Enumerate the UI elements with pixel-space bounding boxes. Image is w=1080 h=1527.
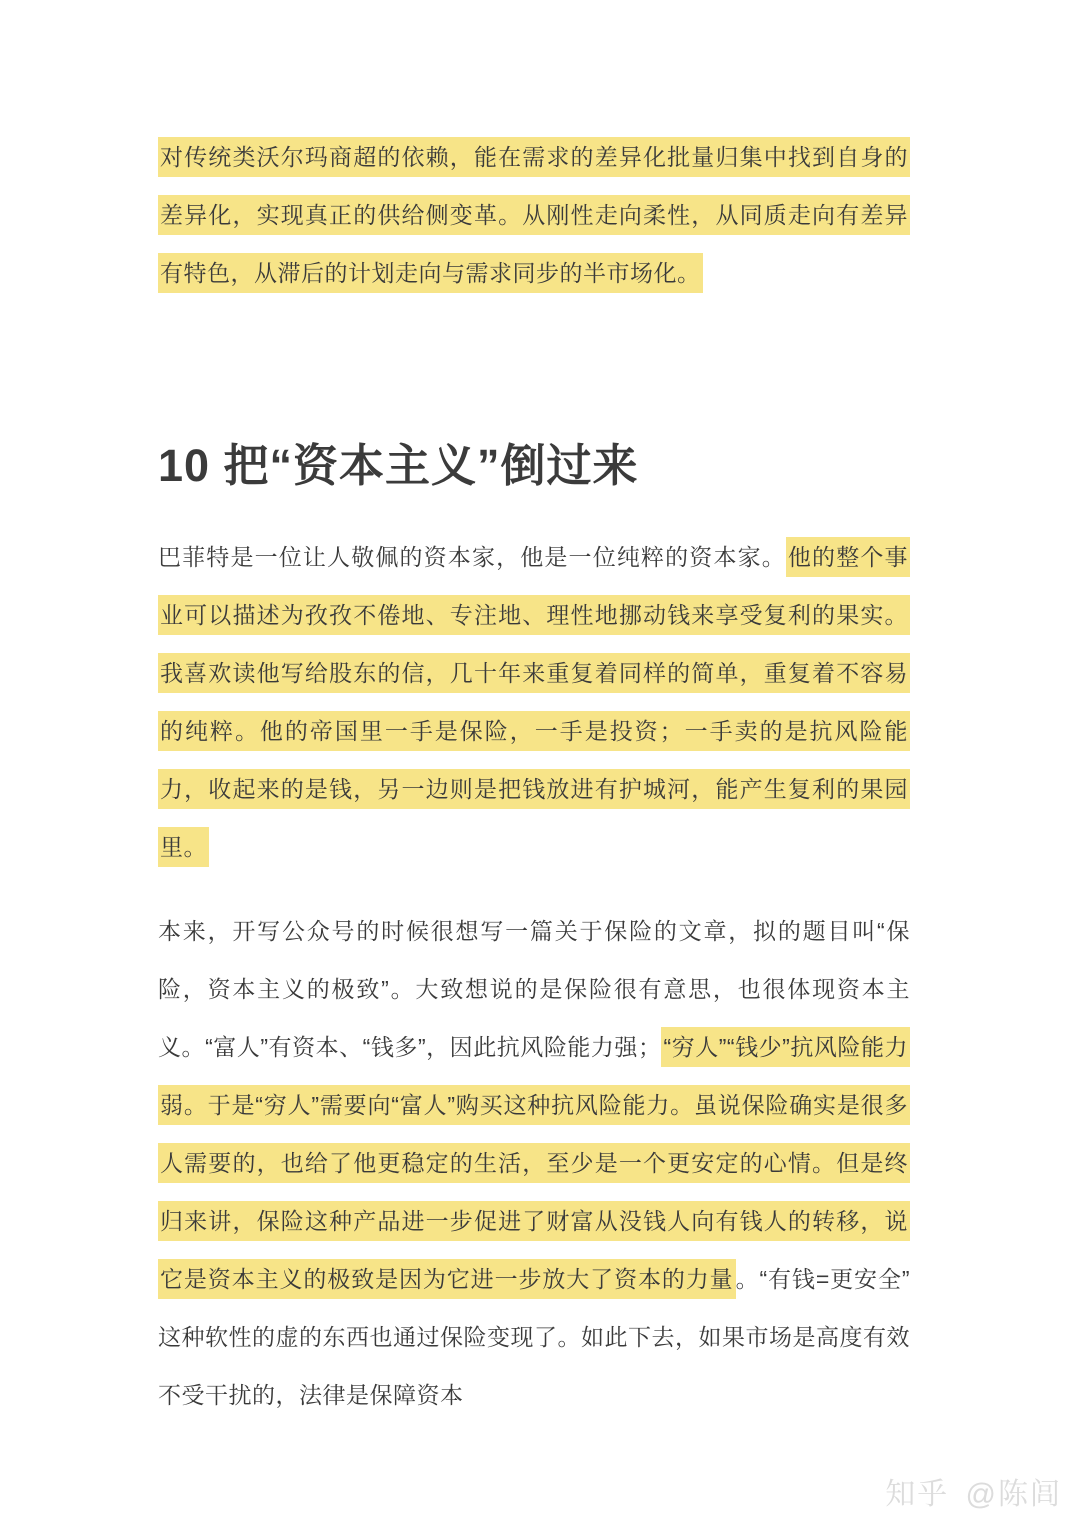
plain-text: 本来，开写公众号的时候很想写一篇关于保险的文章，拟的题目叫“保险，资本主义的极致”。大致想说的是保险很有意思，也很体现资本主义。“富人”有资本、“钱多”，因此抗风险能力强； bbox=[158, 917, 910, 1060]
watermark bbox=[879, 1469, 1062, 1513]
chapter-heading: 10 把“资本主义”倒过来 bbox=[158, 440, 639, 491]
insurance-paragraph bbox=[158, 902, 910, 1424]
watermark-site-label: 知乎 bbox=[885, 1478, 950, 1511]
highlighted-text: “穷人”“钱少”抗风险能力弱。于是“穷人”需要向“富人”购买这种抗风险能力。虽说保险确实是很多人需要的，也给了他更稳定的生活，至少是一个更安定的心情。但是终归来讲，保险这种产品进一步促进了财富从没钱人向有钱人的转移，说它是资本主义的极致是因为它进一步放大了资本的力量 bbox=[158, 1027, 910, 1299]
plain-text: 。“有钱=更安全”这种软性的虚的东西也通过保险变现了。如此下去，如果市场是高度有效不受干扰的，法律是保障资本 bbox=[158, 1265, 910, 1408]
intro-paragraph bbox=[158, 128, 910, 302]
buffett-paragraph bbox=[158, 528, 910, 876]
highlighted-text: 他的整个事业可以描述为孜孜不倦地、专注地、理性地挪动钱来享受复利的果实。我喜欢读他写给股东的信，几十年来重复着同样的简单，重复着不容易的纯粹。他的帝国里一手是保险，一手是投资；一手卖的是抗风险能力，收起来的是钱，另一边则是把钱放进有护城河，能产生复利的果园里。 bbox=[158, 537, 910, 867]
watermark-author-label: @陈闾 bbox=[965, 1478, 1062, 1511]
plain-text: 巴菲特是一位让人敬佩的资本家，他是一位纯粹的资本家。 bbox=[158, 543, 786, 570]
text-column bbox=[158, 0, 910, 1424]
highlighted-text: 对传统类沃尔玛商超的依赖，能在需求的差异化批量归集中找到自身的差异化，实现真正的供给侧变革。从刚性走向柔性，从同质走向有差异有特色，从滞后的计划走向与需求同步的半市场化。 bbox=[158, 137, 910, 293]
